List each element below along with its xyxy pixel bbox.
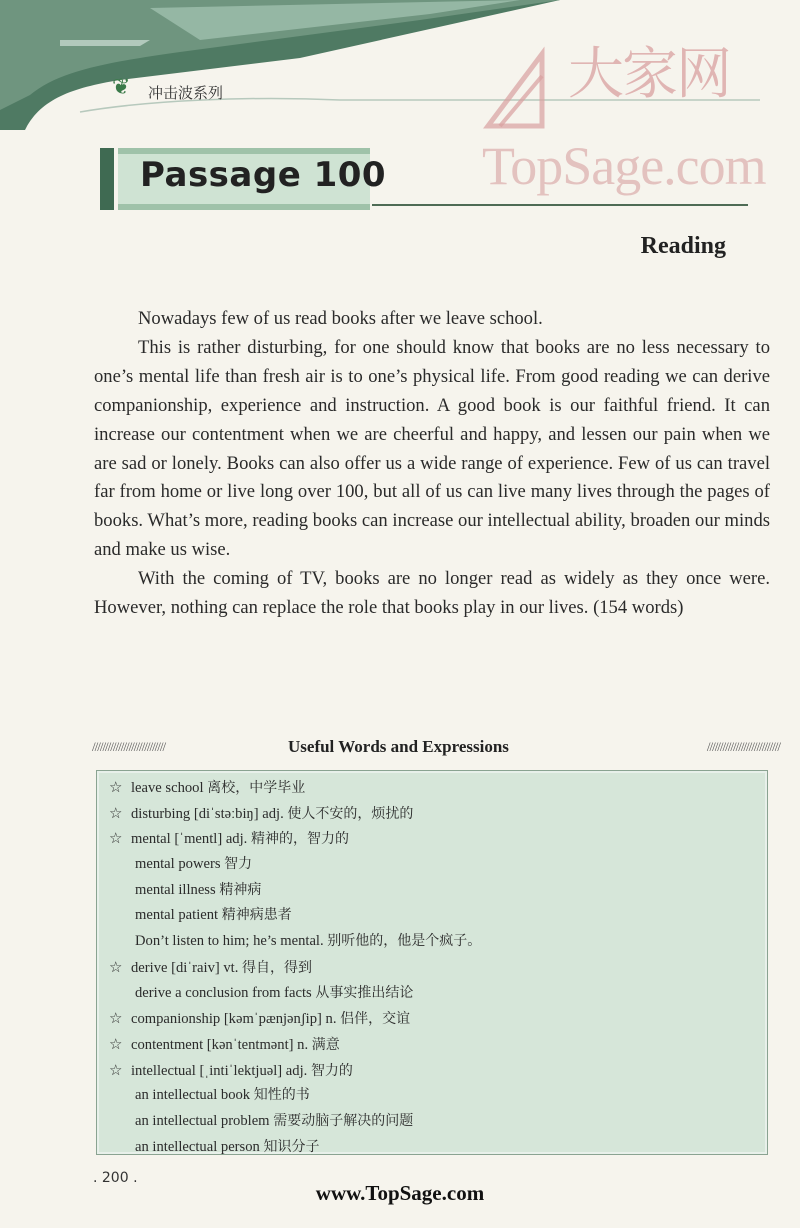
vocab-meaning: 从事实推出结论 [315,984,414,1001]
section-heading: Reading [640,233,726,259]
paragraph-1: Nowadays few of us read books after we leave school. [138,308,543,329]
vocab-meaning: 精神的，智力的 [250,831,349,848]
vocab-term: leave school [131,780,204,796]
vocab-item [109,929,481,955]
vocab-meaning: 知识分子 [263,1138,320,1155]
vocab-term: derive [diˈraiv] vt. [131,959,239,976]
vocab-term: an intellectual book [135,1087,251,1104]
footer-url[interactable]: www.TopSage.com [315,1181,485,1205]
vocab-item [109,826,481,852]
vocab-item [109,981,481,1007]
star-icon: ☆ [109,1060,123,1079]
title-rule [372,204,748,206]
vocab-meaning: 需要动脑子解决的问题 [273,1112,414,1129]
vocab-item [109,1083,481,1109]
watermark-logo-icon [480,46,560,136]
vocab-meaning: 精神病患者 [221,907,292,924]
vocabulary-list [109,775,481,1160]
vocab-item [109,1032,481,1058]
vocab-term: mental illness [135,881,216,898]
vocab-meaning: 知性的书 [253,1087,310,1104]
paragraph-2: This is rather disturbing, for one should know that books are no less necessary to one’s mental life than fresh air is to one’s physical life. From good reading we can derive companionship, experience and instruction. A good book is our faithful friend. It can increase our contentment when we are cheerful and happy, and lessen our pain when we are sad or lonely. Books can also offer us a wide range of experience. Few of us can travel far from home or live long over 100, but all of us can live many lives through the pages of books. What’s more, reading books can increase our intellectual ability, broaden our minds and make us wise. [94,336,770,561]
vocab-meaning: 得自，得到 [242,959,313,976]
paragraph-3: With the coming of TV, books are no longer read as widely as they once were. However, nothing can replace the role that books play in our lives. (154 words) [94,568,770,619]
vocab-term: an intellectual problem [135,1112,270,1129]
slash-rule-right: //////////////////////////// [706,739,780,754]
watermark-cn: 大家网 [568,42,730,107]
vocab-item [109,775,481,801]
vocab-term: Don’t listen to him; he’s mental. [135,933,324,950]
vocab-term: mental patient [135,907,219,924]
vocab-item [109,852,481,878]
series-label: 冲击波系列 [148,84,224,102]
vocab-term: an intellectual person [135,1138,260,1155]
vocab-term: intellectual [ˌintiˈlektjuəl] adj. [131,1062,308,1079]
useful-heading [90,737,780,763]
vocab-term: companionship [kəmˈpænjənʃip] n. [131,1011,337,1028]
vocab-item [109,1006,481,1032]
page-number: . 200 . [93,1170,138,1186]
star-icon: ☆ [109,829,123,848]
vocab-term: derive a conclusion from facts [135,984,312,1001]
vocab-term: disturbing [diˈstəːbiŋ] adj. [131,805,284,822]
passage-body [94,305,770,623]
vocab-item [109,1109,481,1135]
vocab-item [109,1135,481,1161]
vocab-meaning: 智力 [224,856,253,873]
passage-title: Passage 100 [140,155,387,195]
star-icon: ☆ [109,957,123,976]
leaf-icon: ❦ [112,74,131,99]
vocab-meaning: 使人不安的，烦扰的 [287,805,414,822]
vocab-term: mental [ˈmentl] adj. [131,831,248,848]
vocab-meaning: 离校，中学毕业 [207,780,306,796]
vocab-meaning: 满意 [311,1036,340,1053]
star-icon: ☆ [109,803,123,822]
star-icon: ☆ [109,1034,123,1053]
vocab-item [109,955,481,981]
vocab-item [109,801,481,827]
vocabulary-box [96,770,768,1155]
star-icon: ☆ [109,778,123,796]
vocab-meaning: 侣伴，交谊 [340,1011,411,1028]
useful-heading-text: Useful Words and Expressions [288,737,509,756]
star-icon: ☆ [109,1009,123,1028]
vocab-meaning: 智力的 [310,1062,353,1079]
vocab-item [109,1058,481,1084]
vocab-term: contentment [kənˈtentmənt] n. [131,1036,309,1053]
watermark-en: TopSage.com [482,136,766,196]
vocab-meaning: 精神病 [219,881,262,898]
vocab-meaning: 别听他的，他是个疯子。 [327,933,482,950]
slash-rule-left: //////////////////////////// [92,739,166,754]
vocab-item [109,878,481,904]
vocab-term: mental powers [135,856,221,873]
vocab-item [109,903,481,929]
